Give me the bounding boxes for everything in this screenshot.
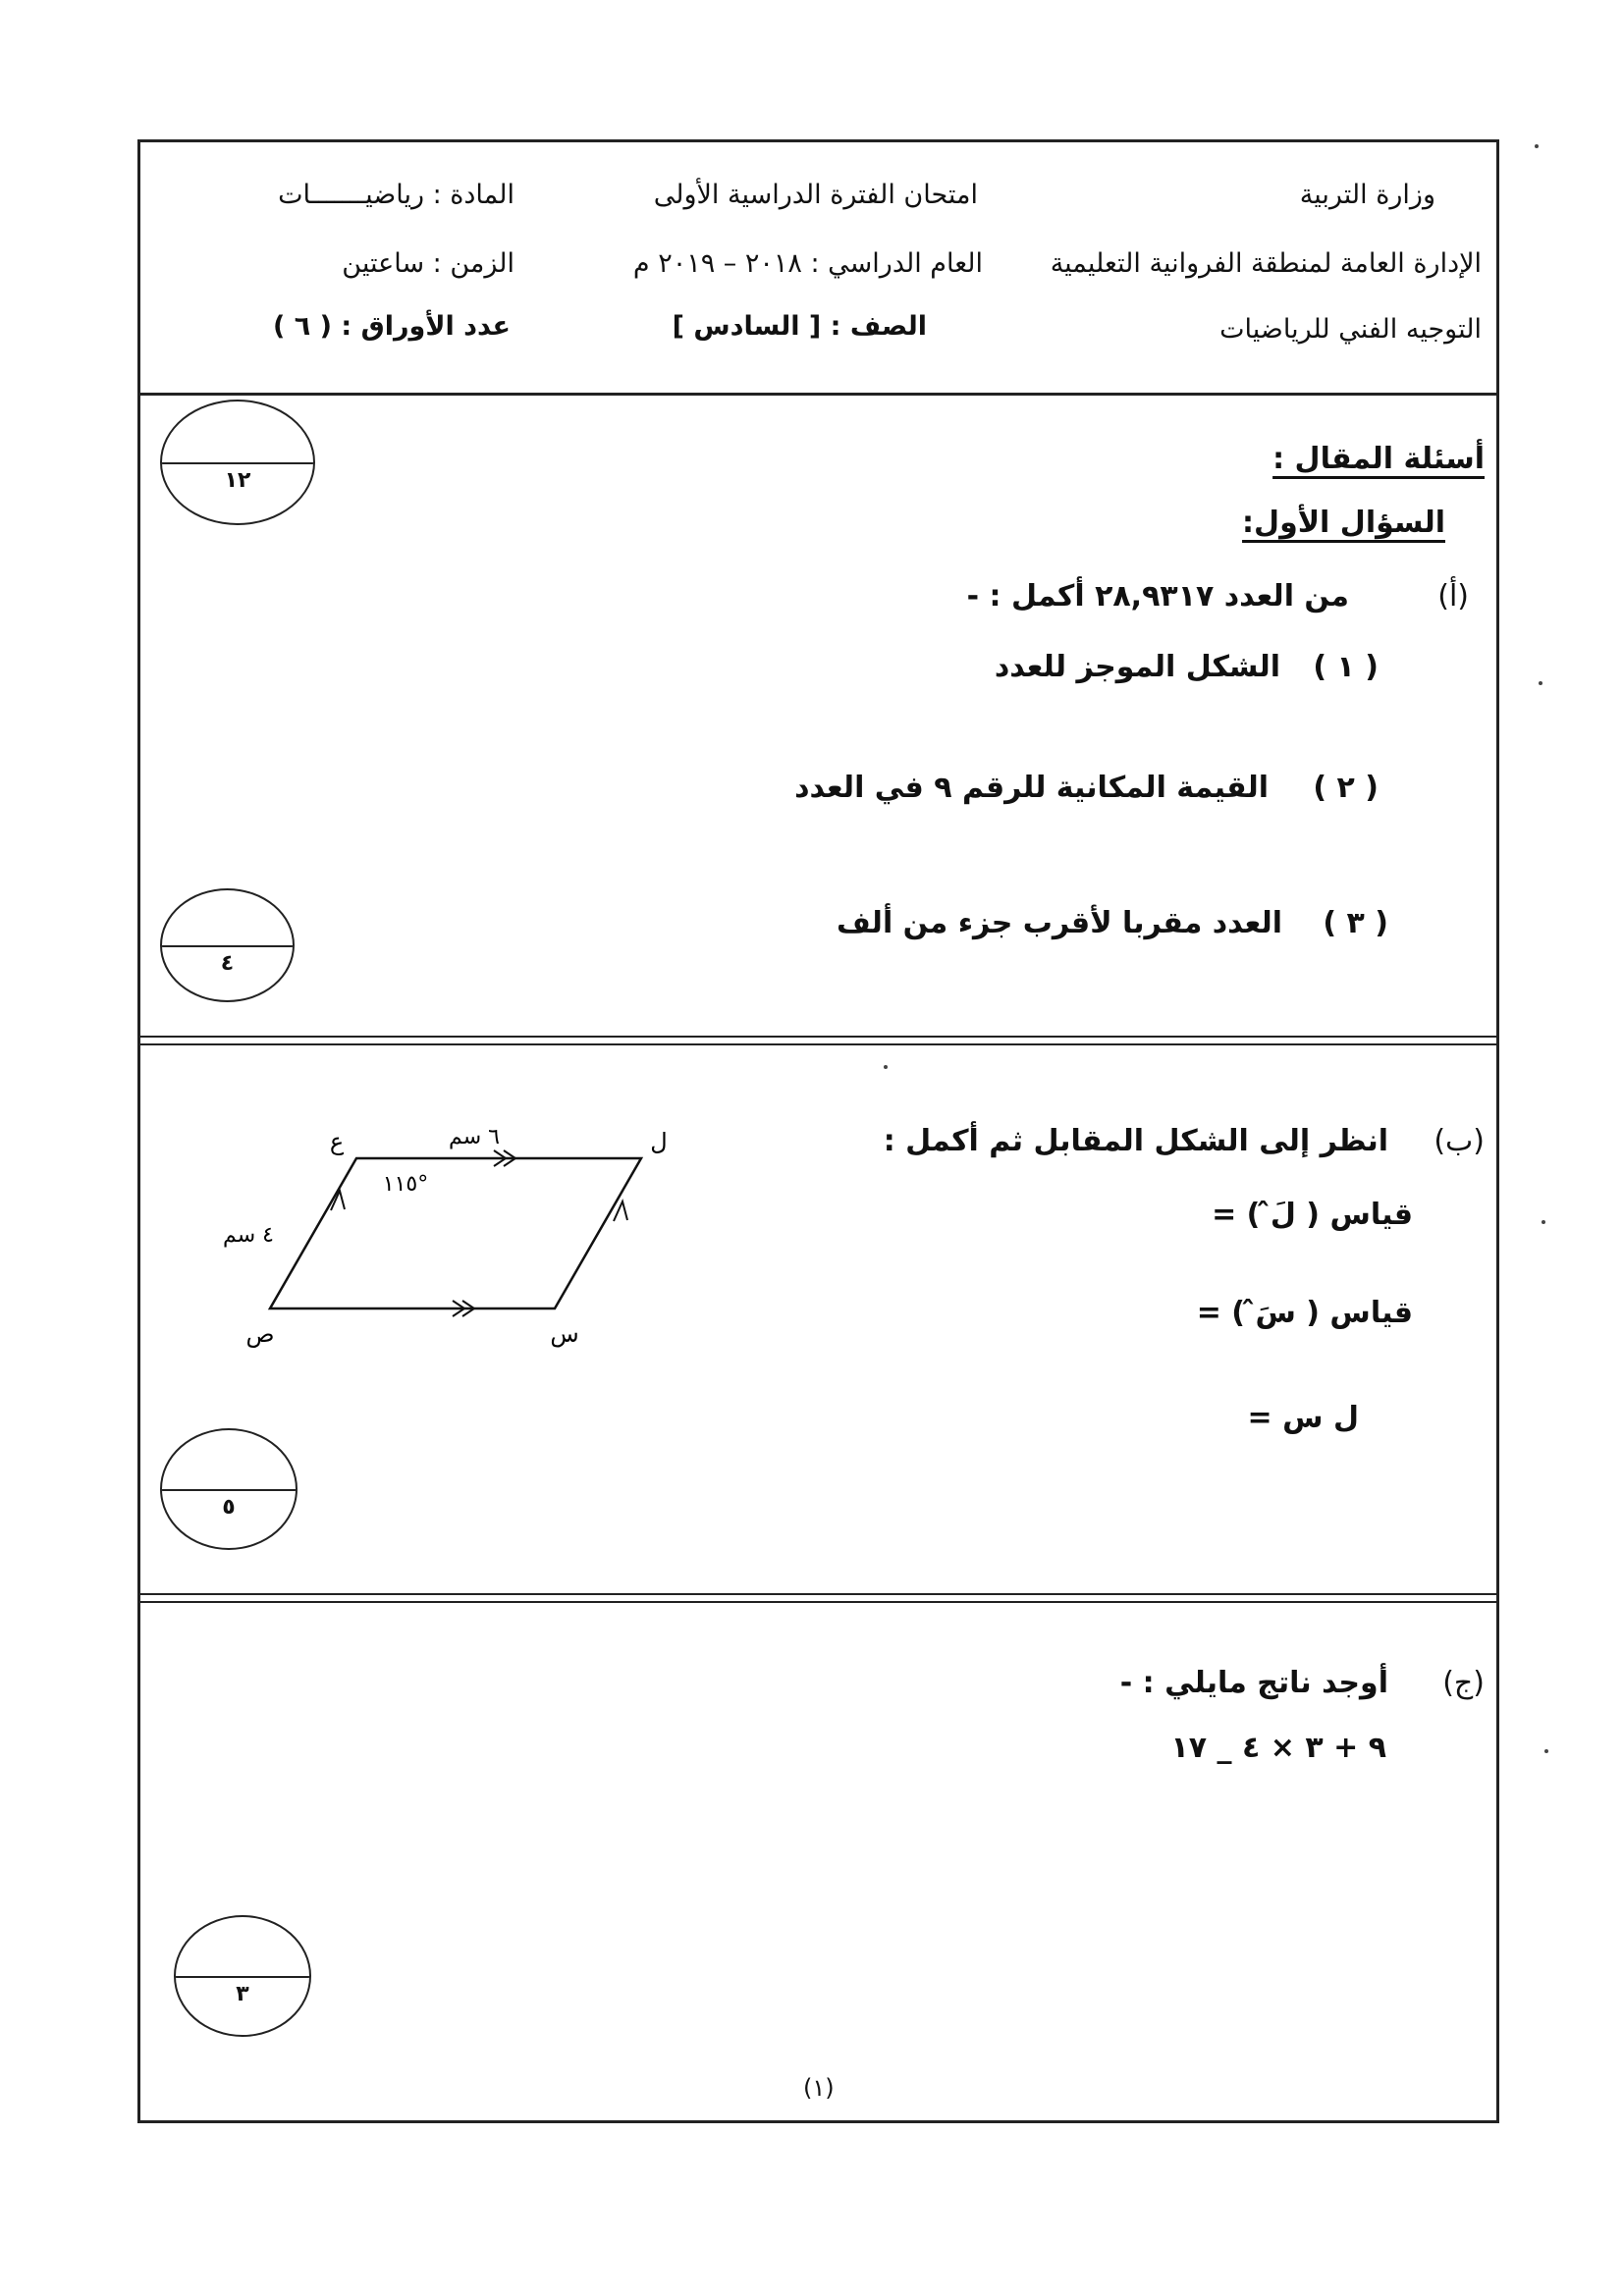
part-a-item-1-text: الشكل الموجز للعدد bbox=[994, 650, 1280, 684]
exam-title: امتحان الفترة الدراسية الأولى bbox=[653, 180, 978, 210]
score-circle-part-b bbox=[160, 1428, 298, 1550]
part-c-text: أوجد ناتج مايلي : - bbox=[1119, 1666, 1388, 1700]
score-divider bbox=[162, 945, 293, 947]
score-divider bbox=[176, 1976, 309, 1978]
scan-speck bbox=[1544, 1749, 1548, 1753]
section-divider-2b bbox=[140, 1601, 1496, 1603]
score-circle-part-c bbox=[174, 1915, 311, 2037]
part-a-item-3-text: العدد مقربا لأقرب جزء من ألف bbox=[836, 906, 1282, 940]
pages-value: ( ٦ ) bbox=[273, 311, 333, 342]
exam-time: الزمن : ساعتين bbox=[342, 248, 514, 279]
exam-page-frame bbox=[137, 139, 1499, 2123]
vertex-label-bottom-left: ص bbox=[245, 1320, 275, 1348]
grade bbox=[673, 311, 927, 342]
scan-speck bbox=[884, 1065, 888, 1069]
score-value: ٤ bbox=[220, 950, 235, 976]
score-value: ١٢ bbox=[224, 468, 251, 494]
scan-speck bbox=[1535, 144, 1539, 148]
header-divider bbox=[140, 393, 1496, 396]
part-b-line-2: قياس ( سَ̂ ) = bbox=[1196, 1296, 1413, 1330]
part-b-line-3: ل س = bbox=[1247, 1401, 1359, 1435]
parallelogram-shape bbox=[270, 1158, 641, 1308]
angle-label: ١١٥° bbox=[382, 1172, 429, 1197]
part-b-text: انظر إلى الشكل المقابل ثم أكمل : bbox=[883, 1124, 1388, 1158]
score-value: ٣ bbox=[236, 1982, 249, 2006]
part-a-marker: (أ) bbox=[1437, 579, 1469, 614]
part-a-item-2-text: القيمة المكانية للرقم ٩ في العدد bbox=[794, 771, 1269, 805]
part-a-item-2-marker: ( ٢ ) bbox=[1313, 771, 1379, 805]
vertex-label-bottom-right: س bbox=[550, 1320, 579, 1348]
parallelogram-figure bbox=[180, 1114, 690, 1369]
scan-speck bbox=[1539, 681, 1542, 685]
part-b-line-1: قياس ( لَ̂ ) = bbox=[1212, 1198, 1413, 1232]
pages-count bbox=[273, 311, 511, 342]
grade-value: [ السادس ] bbox=[672, 311, 822, 342]
page-number: (١) bbox=[803, 2074, 835, 2102]
section-divider-1b bbox=[140, 1043, 1496, 1045]
left-side-length: ٤ سم bbox=[223, 1223, 274, 1248]
score-divider bbox=[162, 462, 313, 464]
part-c-marker: (ج) bbox=[1442, 1666, 1485, 1700]
supervision-name: التوجيه الفني للرياضيات bbox=[1219, 314, 1482, 345]
academic-year: العام الدراسي : ٢٠١٨ – ٢٠١٩ م bbox=[632, 248, 983, 279]
part-a-item-3-marker: ( ٣ ) bbox=[1323, 906, 1388, 940]
section-divider-2 bbox=[140, 1593, 1496, 1595]
vertex-label-top-left: ع bbox=[329, 1128, 345, 1155]
score-divider bbox=[162, 1489, 296, 1491]
grade-label: الصف : bbox=[830, 311, 927, 342]
vertex-label-top-right: ل bbox=[650, 1128, 668, 1155]
part-c-expression: ٩ + ٣ × ٤ _ ١٧ bbox=[1170, 1731, 1386, 1765]
score-value: ٥ bbox=[222, 1495, 236, 1520]
essay-heading: أسئلة المقال : bbox=[1272, 442, 1485, 476]
pages-label: عدد الأوراق : bbox=[341, 311, 511, 342]
score-circle-part-a-sub bbox=[160, 888, 295, 1002]
ministry-name: وزارة التربية bbox=[1299, 180, 1435, 210]
directorate-name: الإدارة العامة لمنطقة الفروانية التعليمية bbox=[1050, 248, 1482, 279]
part-a-item-1-marker: ( ١ ) bbox=[1313, 650, 1379, 684]
subject: المادة : رياضيـــــــات bbox=[278, 180, 514, 210]
part-b-marker: (ب) bbox=[1434, 1124, 1485, 1158]
part-a-text: من العدد ٢٨,٩٣١٧ أكمل : - bbox=[966, 579, 1349, 614]
section-divider-1 bbox=[140, 1036, 1496, 1038]
question1-heading: السؤال الأول: bbox=[1242, 506, 1445, 540]
score-circle-part-a bbox=[160, 400, 315, 525]
top-side-length: ٦ سم bbox=[449, 1125, 500, 1149]
scan-speck bbox=[1542, 1220, 1545, 1224]
